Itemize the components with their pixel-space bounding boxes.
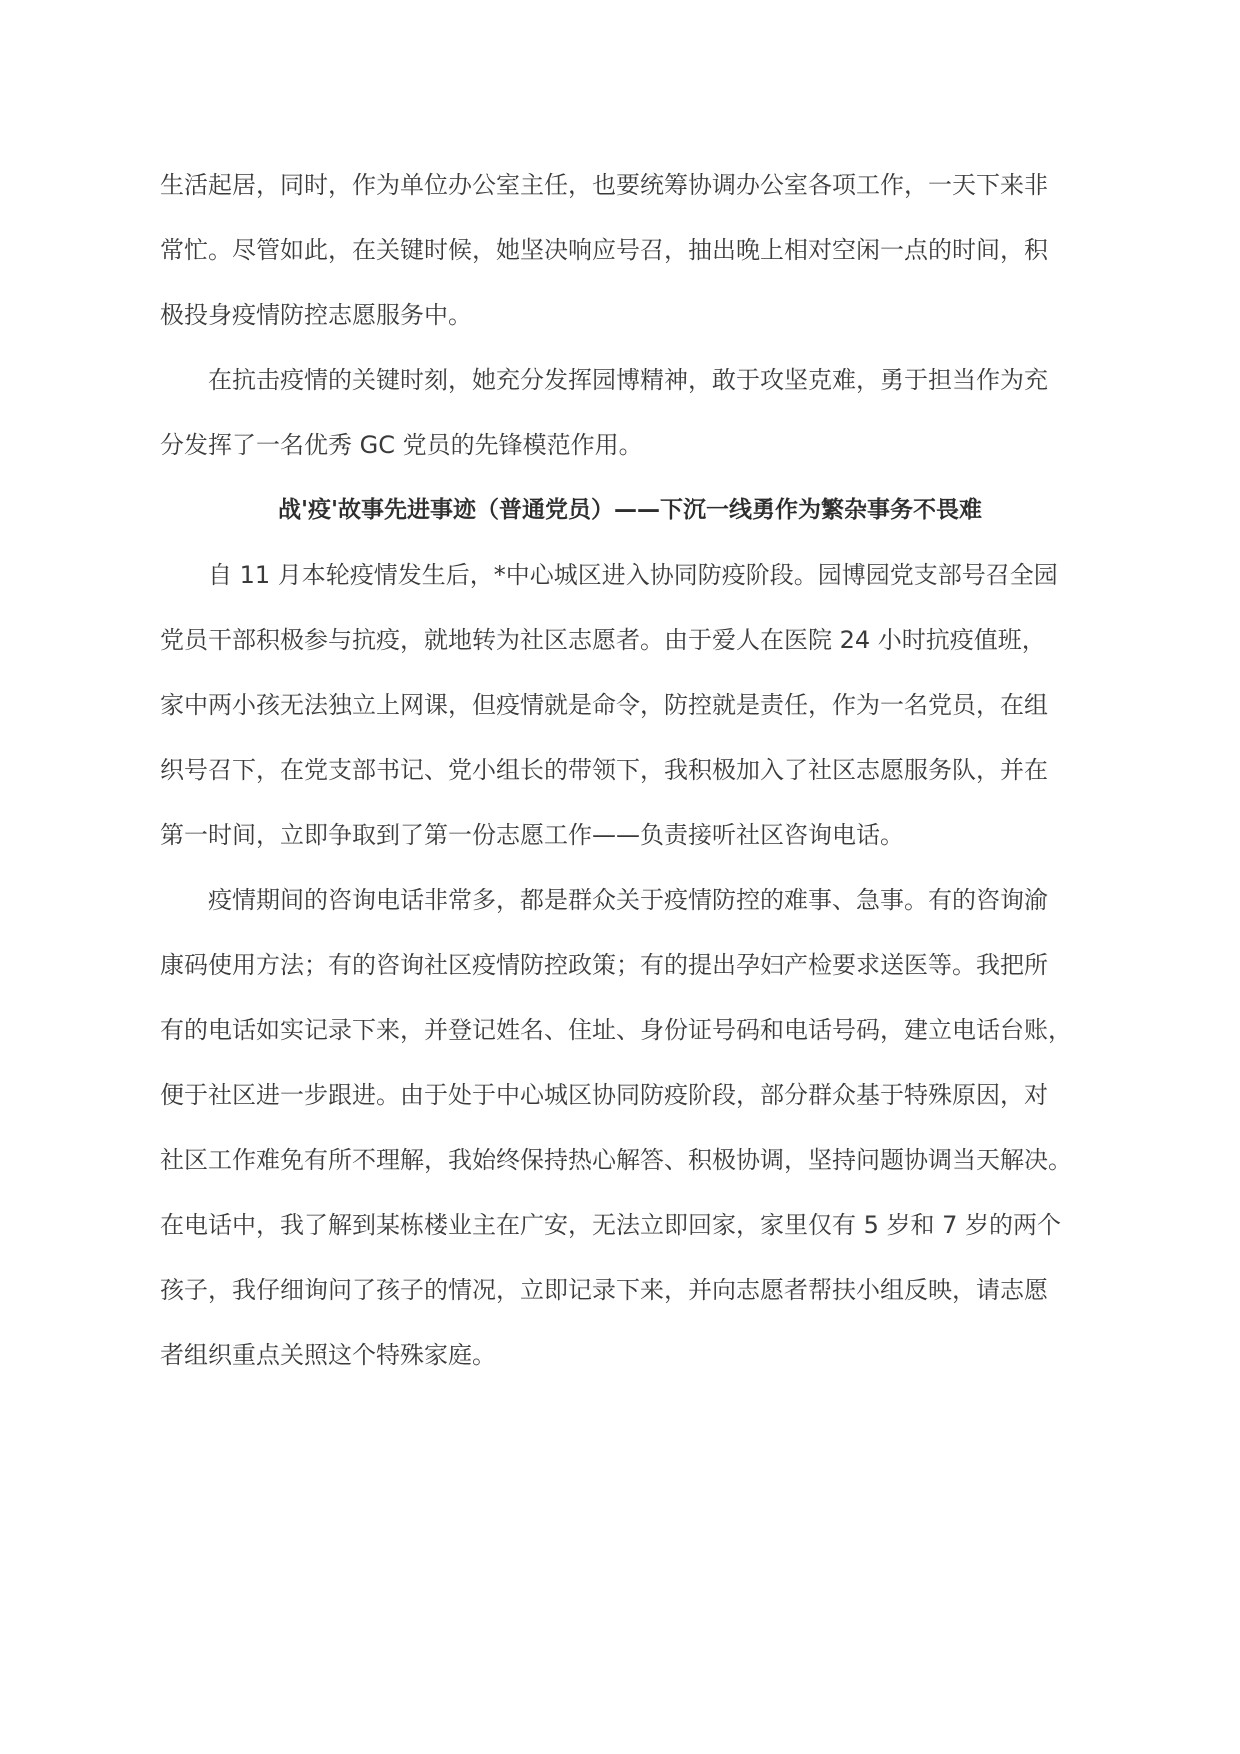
paragraph-2 [160, 363, 1100, 493]
text-line: 常忙。尽管如此，在关键时候，她坚决响应号召，抽出晚上相对空闲一点的时间，积 [160, 236, 1048, 264]
text-line: 第一时间，立即争取到了第一份志愿工作——负责接听社区咨询电话。 [160, 821, 904, 849]
document-body [160, 168, 1100, 1403]
paragraph-4 [160, 883, 1100, 1403]
text-line: 家中两小孩无法独立上网课，但疫情就是命令，防控就是责任，作为一名党员，在组 [160, 691, 1048, 719]
text-line: 在抗击疫情的关键时刻，她充分发挥园博精神，敢于攻坚克难，勇于担当作为充 [208, 366, 1048, 394]
section-heading: 战'疫'故事先进事迹（普通党员）——下沉一线勇作为繁杂事务不畏难 [277, 497, 983, 523]
text-line: 便于社区进一步跟进。由于处于中心城区协同防疫阶段，部分群众基于特殊原因，对 [160, 1081, 1048, 1109]
paragraph-intro [160, 168, 1100, 363]
paragraph-3 [160, 558, 1100, 883]
text-line: 极投身疫情防控志愿服务中。 [160, 301, 472, 329]
text-line: 疫情期间的咨询电话非常多，都是群众关于疫情防控的难事、急事。有的咨询渝 [208, 886, 1048, 914]
text-line: 分发挥了一名优秀 GC 党员的先锋模范作用。 [160, 431, 643, 459]
text-line: 党员干部积极参与抗疫，就地转为社区志愿者。由于爱人在医院 24 小时抗疫值班， [160, 626, 1046, 654]
text-line: 生活起居，同时，作为单位办公室主任，也要统筹协调办公室各项工作，一天下来非 [160, 171, 1048, 199]
text-line: 社区工作难免有所不理解，我始终保持热心解答、积极协调，坚持问题协调当天解决。 [160, 1146, 1072, 1174]
text-line: 孩子，我仔细询问了孩子的情况，立即记录下来，并向志愿者帮扶小组反映，请志愿 [160, 1276, 1048, 1304]
text-line: 有的电话如实记录下来，并登记姓名、住址、身份证号码和电话号码，建立电话台账， [160, 1016, 1072, 1044]
text-line: 在电话中，我了解到某栋楼业主在广安，无法立即回家，家里仅有 5 岁和 7 岁的两个 [160, 1211, 1062, 1239]
text-line: 织号召下，在党支部书记、党小组长的带领下，我积极加入了社区志愿服务队，并在 [160, 756, 1048, 784]
text-line: 自 11 月本轮疫情发生后，*中心城区进入协同防疫阶段。园博园党支部号召全园 [208, 561, 1058, 589]
text-line: 者组织重点关照这个特殊家庭。 [160, 1341, 496, 1369]
text-line: 康码使用方法；有的咨询社区疫情防控政策；有的提出孕妇产检要求送医等。我把所 [160, 951, 1048, 979]
